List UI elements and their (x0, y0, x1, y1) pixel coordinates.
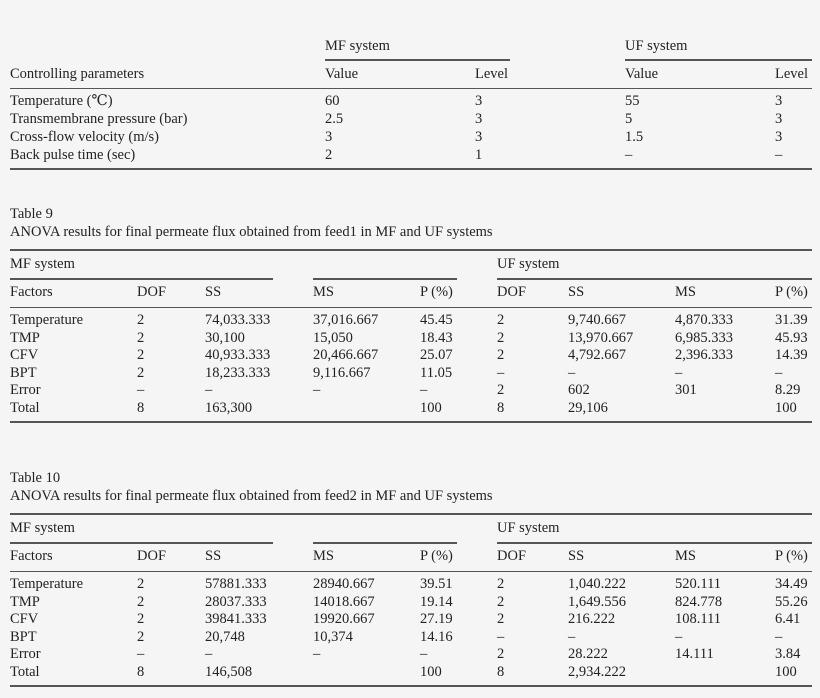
row-label: Error (10, 382, 41, 399)
table-cell: 108.111 (675, 611, 722, 628)
table-cell: 15,050 (313, 329, 353, 346)
table-cell: 2 (137, 347, 145, 364)
table-caption: ANOVA results for final permeate flux obtained from feed2 in MF and UF systems (10, 488, 493, 504)
table-cell: 18.43 (420, 329, 453, 346)
column-header: Controlling parameters (10, 66, 145, 82)
table-cell: 3 (775, 93, 783, 109)
table-label: Table 10 (10, 470, 61, 486)
column-header: MS (675, 284, 696, 300)
table-cell: 27.19 (420, 611, 453, 628)
row-label: Error (10, 646, 41, 663)
table-cell: – (625, 147, 633, 163)
row-label: BPT (10, 364, 37, 381)
table-cell: 2 (137, 628, 145, 645)
table-cell: 2 (497, 611, 505, 628)
table-cell: 4,870.333 (675, 312, 733, 328)
table-cell: 10,374 (313, 628, 353, 645)
column-header: Factors (10, 548, 53, 564)
table-cell: 3 (475, 111, 483, 127)
column-header: Level (775, 66, 809, 82)
mf-group-header: MF system (10, 256, 75, 272)
row-label: Temperature (10, 312, 84, 328)
table-cell: 3.84 (775, 646, 801, 663)
table-cell: 45.93 (775, 329, 808, 346)
table-cell: 11.05 (420, 364, 453, 381)
table-cell: 9,116.667 (313, 364, 371, 381)
column-header: SS (568, 284, 585, 300)
table-cell: – (205, 646, 213, 663)
column-header: Level (475, 66, 509, 82)
table-bottom-rule (10, 168, 812, 170)
table-cell: 2.5 (325, 111, 344, 127)
table-cell: – (313, 382, 321, 399)
table-cell: 3 (775, 111, 783, 127)
table-cell: 14.39 (775, 347, 808, 364)
uf-group-rule (497, 542, 812, 544)
row-label: Total (10, 400, 40, 416)
table-cell: 4,792.667 (568, 347, 626, 364)
table-cell: 20,466.667 (313, 347, 379, 364)
table-bottom-rule (10, 685, 812, 687)
mf-group-header: MF system (10, 520, 75, 536)
table-cell: – (568, 628, 576, 645)
table-cell: 37,016.667 (313, 312, 379, 328)
table-cell: 8 (497, 400, 505, 416)
column-header: MS (675, 548, 696, 564)
table-cell: 2,934.222 (568, 664, 626, 680)
row-label: BPT (10, 628, 37, 645)
table-cell: 3 (325, 129, 333, 145)
table-cell: – (137, 382, 145, 399)
uf-group-header: UF system (497, 256, 560, 272)
table-cell: – (313, 646, 321, 663)
table-cell: 2 (137, 611, 145, 628)
table-cell: 100 (775, 664, 797, 680)
table-cell: 2 (137, 576, 145, 592)
table-cell: 146,508 (205, 664, 253, 680)
mf-group-rule-left (10, 278, 273, 280)
table-cell: 216.222 (568, 611, 616, 628)
table-cell: 14.111 (675, 646, 714, 663)
table-cell: – (137, 646, 145, 663)
table-cell: 2 (497, 646, 505, 663)
column-header: Factors (10, 284, 53, 300)
table-cell: 31.39 (775, 312, 808, 328)
table-cell: 57881.333 (205, 576, 267, 592)
table-cell: 19.14 (420, 593, 453, 610)
header-rule (10, 307, 812, 308)
table-cell: 19920.667 (313, 611, 375, 628)
mf-group-rule-left (10, 542, 273, 544)
column-header: DOF (497, 548, 527, 564)
table-cell: 100 (775, 400, 797, 416)
table-cell: 2 (137, 312, 145, 328)
table-cell: 301 (675, 382, 697, 399)
table-cell: 20,748 (205, 628, 245, 645)
table-cell: – (420, 382, 428, 399)
table-cell: 163,300 (205, 400, 253, 416)
table-cell: 1,649.556 (568, 593, 626, 610)
table-cell: 60 (325, 93, 340, 109)
table-cell: 40,933.333 (205, 347, 271, 364)
table-cell: 100 (420, 664, 442, 680)
column-header: SS (205, 548, 222, 564)
table-cell: 2 (497, 329, 505, 346)
table-cell: 3 (475, 129, 483, 145)
mf-group-rule-right (313, 278, 457, 280)
table-cell: 25.07 (420, 347, 453, 364)
table-cell: – (675, 628, 683, 645)
header-rule (10, 88, 812, 89)
table-caption: ANOVA results for final permeate flux obtained from feed1 in MF and UF systems (10, 224, 493, 240)
table-cell: 2 (497, 347, 505, 364)
table-cell: 2 (497, 382, 505, 399)
table-cell: – (775, 628, 783, 645)
table-bottom-rule (10, 421, 812, 423)
table-cell: 34.49 (775, 576, 808, 592)
column-header: DOF (497, 284, 527, 300)
table-cell: 2 (137, 329, 145, 346)
row-label: Transmembrane pressure (bar) (10, 111, 188, 127)
column-header: MS (313, 284, 334, 300)
table-cell: – (205, 382, 213, 399)
table-cell: 2 (325, 147, 333, 163)
table-top-rule (10, 249, 812, 251)
table-cell: 5 (625, 111, 633, 127)
table-cell: 39.51 (420, 576, 453, 592)
table-cell: 18,233.333 (205, 364, 271, 381)
header-rule (10, 571, 812, 572)
table-cell: 14.16 (420, 628, 453, 645)
table-cell: 55.26 (775, 593, 808, 610)
row-label: Back pulse time (sec) (10, 147, 136, 163)
table-cell: 3 (475, 93, 483, 109)
table-cell: 6,985.333 (675, 329, 733, 346)
mf-group-rule-right (313, 542, 457, 544)
table-cell: 1.5 (625, 129, 644, 145)
table-cell: – (675, 364, 683, 381)
table-cell: 520.111 (675, 576, 722, 592)
table-cell: 45.45 (420, 312, 453, 328)
table-cell: – (497, 364, 505, 381)
column-header: MS (313, 548, 334, 564)
column-header: P (%) (775, 548, 808, 564)
table-cell: 2 (137, 364, 145, 381)
row-label: CFV (10, 611, 39, 628)
table-cell: 14018.667 (313, 593, 375, 610)
row-label: Total (10, 664, 40, 680)
column-header: P (%) (420, 548, 453, 564)
row-label: TMP (10, 593, 40, 610)
table-cell: 1 (475, 147, 483, 163)
table-cell: 28940.667 (313, 576, 375, 592)
row-label: TMP (10, 329, 40, 346)
column-header: SS (568, 548, 585, 564)
uf-group-header: UF system (625, 38, 688, 54)
table-cell: 13,970.667 (568, 329, 634, 346)
table-cell: 100 (420, 400, 442, 416)
row-label: Temperature (10, 576, 84, 592)
table-cell: 3 (775, 129, 783, 145)
table-cell: 1,040.222 (568, 576, 626, 592)
uf-group-header: UF system (497, 520, 560, 536)
column-header: SS (205, 284, 222, 300)
table-cell: 9,740.667 (568, 312, 626, 328)
table-cell: 602 (568, 382, 590, 399)
column-header: P (%) (775, 284, 808, 300)
table-cell: 28.222 (568, 646, 608, 663)
table-cell: 824.778 (675, 593, 723, 610)
table-cell: 39841.333 (205, 611, 267, 628)
column-header: DOF (137, 284, 167, 300)
table-top-rule (10, 513, 812, 515)
table-cell: 30,100 (205, 329, 245, 346)
table-cell: 28037.333 (205, 593, 267, 610)
table-cell: 8.29 (775, 382, 801, 399)
column-header: Value (625, 66, 659, 82)
uf-group-rule (497, 278, 812, 280)
table-cell: – (497, 628, 505, 645)
table-cell: – (568, 364, 576, 381)
column-header: P (%) (420, 284, 453, 300)
table-cell: – (775, 364, 783, 381)
table-cell: 29,106 (568, 400, 608, 416)
table-cell: – (420, 646, 428, 663)
table-cell: 55 (625, 93, 640, 109)
table-label: Table 9 (10, 206, 53, 222)
row-label: CFV (10, 347, 39, 364)
table-cell: 8 (497, 664, 505, 680)
table-cell: 8 (137, 664, 145, 680)
table-cell: 2,396.333 (675, 347, 733, 364)
mf-group-header: MF system (325, 38, 390, 54)
mf-group-rule (325, 59, 510, 61)
table-cell: 2 (497, 593, 505, 610)
table-cell: 8 (137, 400, 145, 416)
row-label: Temperature (℃) (10, 93, 113, 109)
column-header: Value (325, 66, 359, 82)
column-header: DOF (137, 548, 167, 564)
table-cell: 74,033.333 (205, 312, 271, 328)
uf-group-rule (625, 59, 812, 61)
table-cell: 2 (137, 593, 145, 610)
table-cell: 2 (497, 576, 505, 592)
row-label: Cross-flow velocity (m/s) (10, 129, 160, 145)
table-cell: 6.41 (775, 611, 801, 628)
table-cell: – (775, 147, 783, 163)
table-cell: 2 (497, 312, 505, 328)
